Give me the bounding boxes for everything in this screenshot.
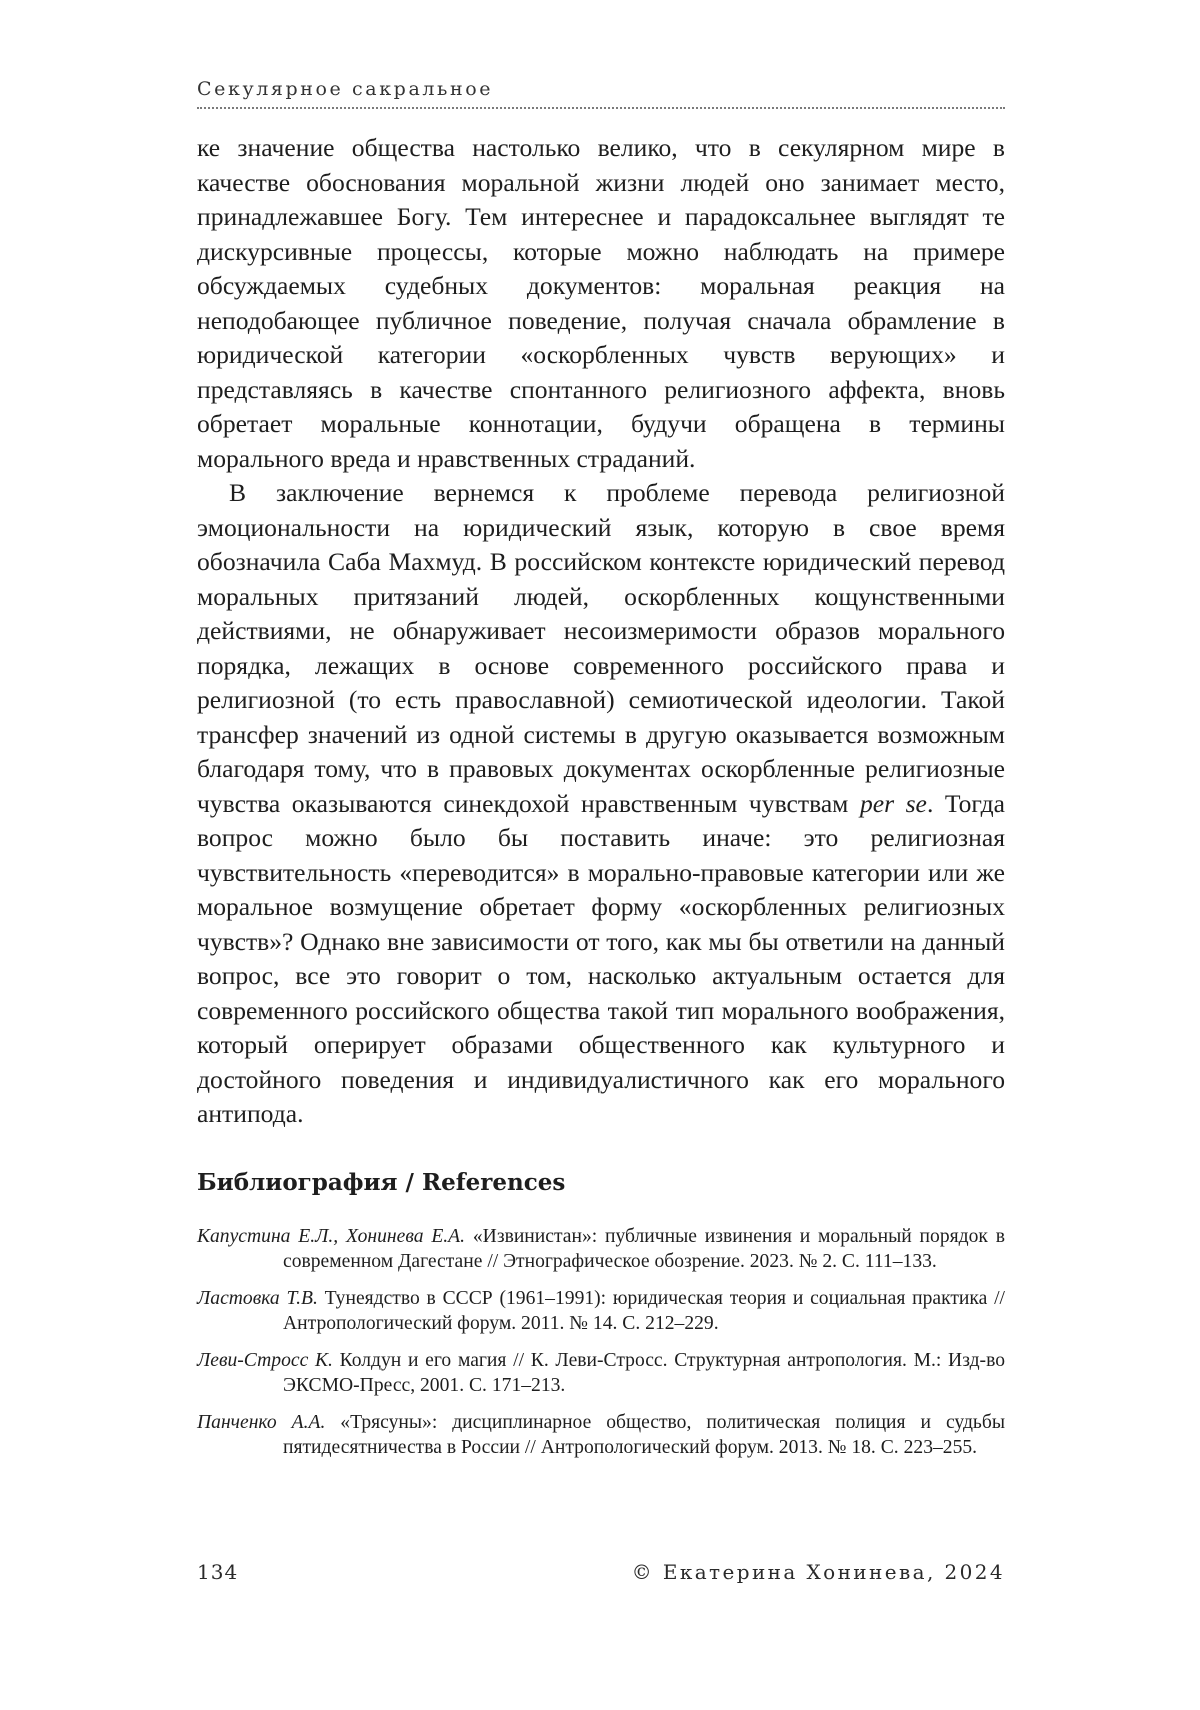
bibliography-entry [197,1348,1005,1398]
bibliography-heading: Библиография / References [197,1168,566,1196]
entry-author: Капустина Е.Л., Хонинева Е.А. [197,1225,466,1247]
paragraph-1: ке значение общества настолько велико, что в секулярном мире в качестве обоснования моральной жизни людей оно занимает место, принадлежавшее Богу. Тем интереснее и парадоксальнее выглядят те дискурсивные процессы, которые можно наблюдать на примере обсуждаемых судебных документов: моральная реакция на неподобающее публичное поведение, получая сначала обрамление в юридической категории «оскорбленных чувств верующих» и представляясь в качестве спонтанного религиозного аффекта, вновь обретает моральные коннотации, будучи обращена в термины морального вреда и нравственных страданий. [197,133,1005,473]
entry-author: Панченко А.А. [197,1411,326,1433]
paragraph-2-start: В заключение вернемся к проблеме перевода религиозной эмоциональности на юридический язык, которую в свое время обозначила Саба Махмуд. В российском контексте юридический перевод моральных притязаний людей, оскорбленных кощунственными действиями, не обнаруживает несоизмеримости образов морального порядка, лежащих в основе современного российского права и религиозной (то есть православной) семиотической идеологии. Такой трансфер значений из одной системы в другую оказывается возможным благодаря тому, что в правовых документах оскорбленные религиозные чувства оказываются синекдохой нравственным чувствам [197,478,1005,818]
entry-text: Колдун и его магия // К. Леви-Стросс. Структурная антропология. М.: Изд-во ЭКСМО-Пресс, 2001. С. 171–213. [283,1349,1005,1396]
copyright-notice: © Екатерина Хонинева, 2024 [631,1560,1005,1584]
page-number: 134 [197,1560,239,1584]
bibliography-entry [197,1410,1005,1460]
entry-text: «Извинистан»: публичные извинения и моральный порядок в современном Дагестане // Этнографическое обозрение. 2023. № 2. С. 111–133. [283,1225,1006,1272]
page-footer [197,1560,1005,1584]
per-se-italic: per se [859,788,927,818]
page [197,78,1005,1472]
entry-author: Леви-Стросс К. [197,1349,333,1371]
bibliography-entry [197,1286,1005,1336]
main-text [197,131,1005,1132]
entry-author: Ластовка Т.В. [197,1287,318,1309]
running-head: Секулярное сакральное [197,78,1005,109]
entry-text: Тунеядство в СССР (1961–1991): юридическая теория и социальная практика // Антропологический форум. 2011. № 14. С. 212–229. [283,1287,1005,1334]
paragraph-2 [197,476,1005,1132]
bibliography-entry [197,1224,1005,1274]
paragraph-2-end: . Тогда вопрос можно было бы поставить иначе: это религиозная чувствительность «переводится» в морально-правовые категории или же моральное возмущение обретает форму «оскорбленных религиозных чувств»? Однако вне зависимости от того, как мы бы ответили на данный вопрос, все это говорит о том, насколько актуальным остается для современного российского общества такой тип морального воображения, который оперирует образами общественного как культурного и достойного поведения и индивидуалистичного как его морального антипода. [197,788,1005,1128]
entry-text: «Трясуны»: дисциплинарное общество, политическая полиция и судьбы пятидесятничества в России // Антропологический форум. 2013. № 18. С. 223–255. [283,1411,1005,1458]
bibliography-list [197,1224,1005,1460]
